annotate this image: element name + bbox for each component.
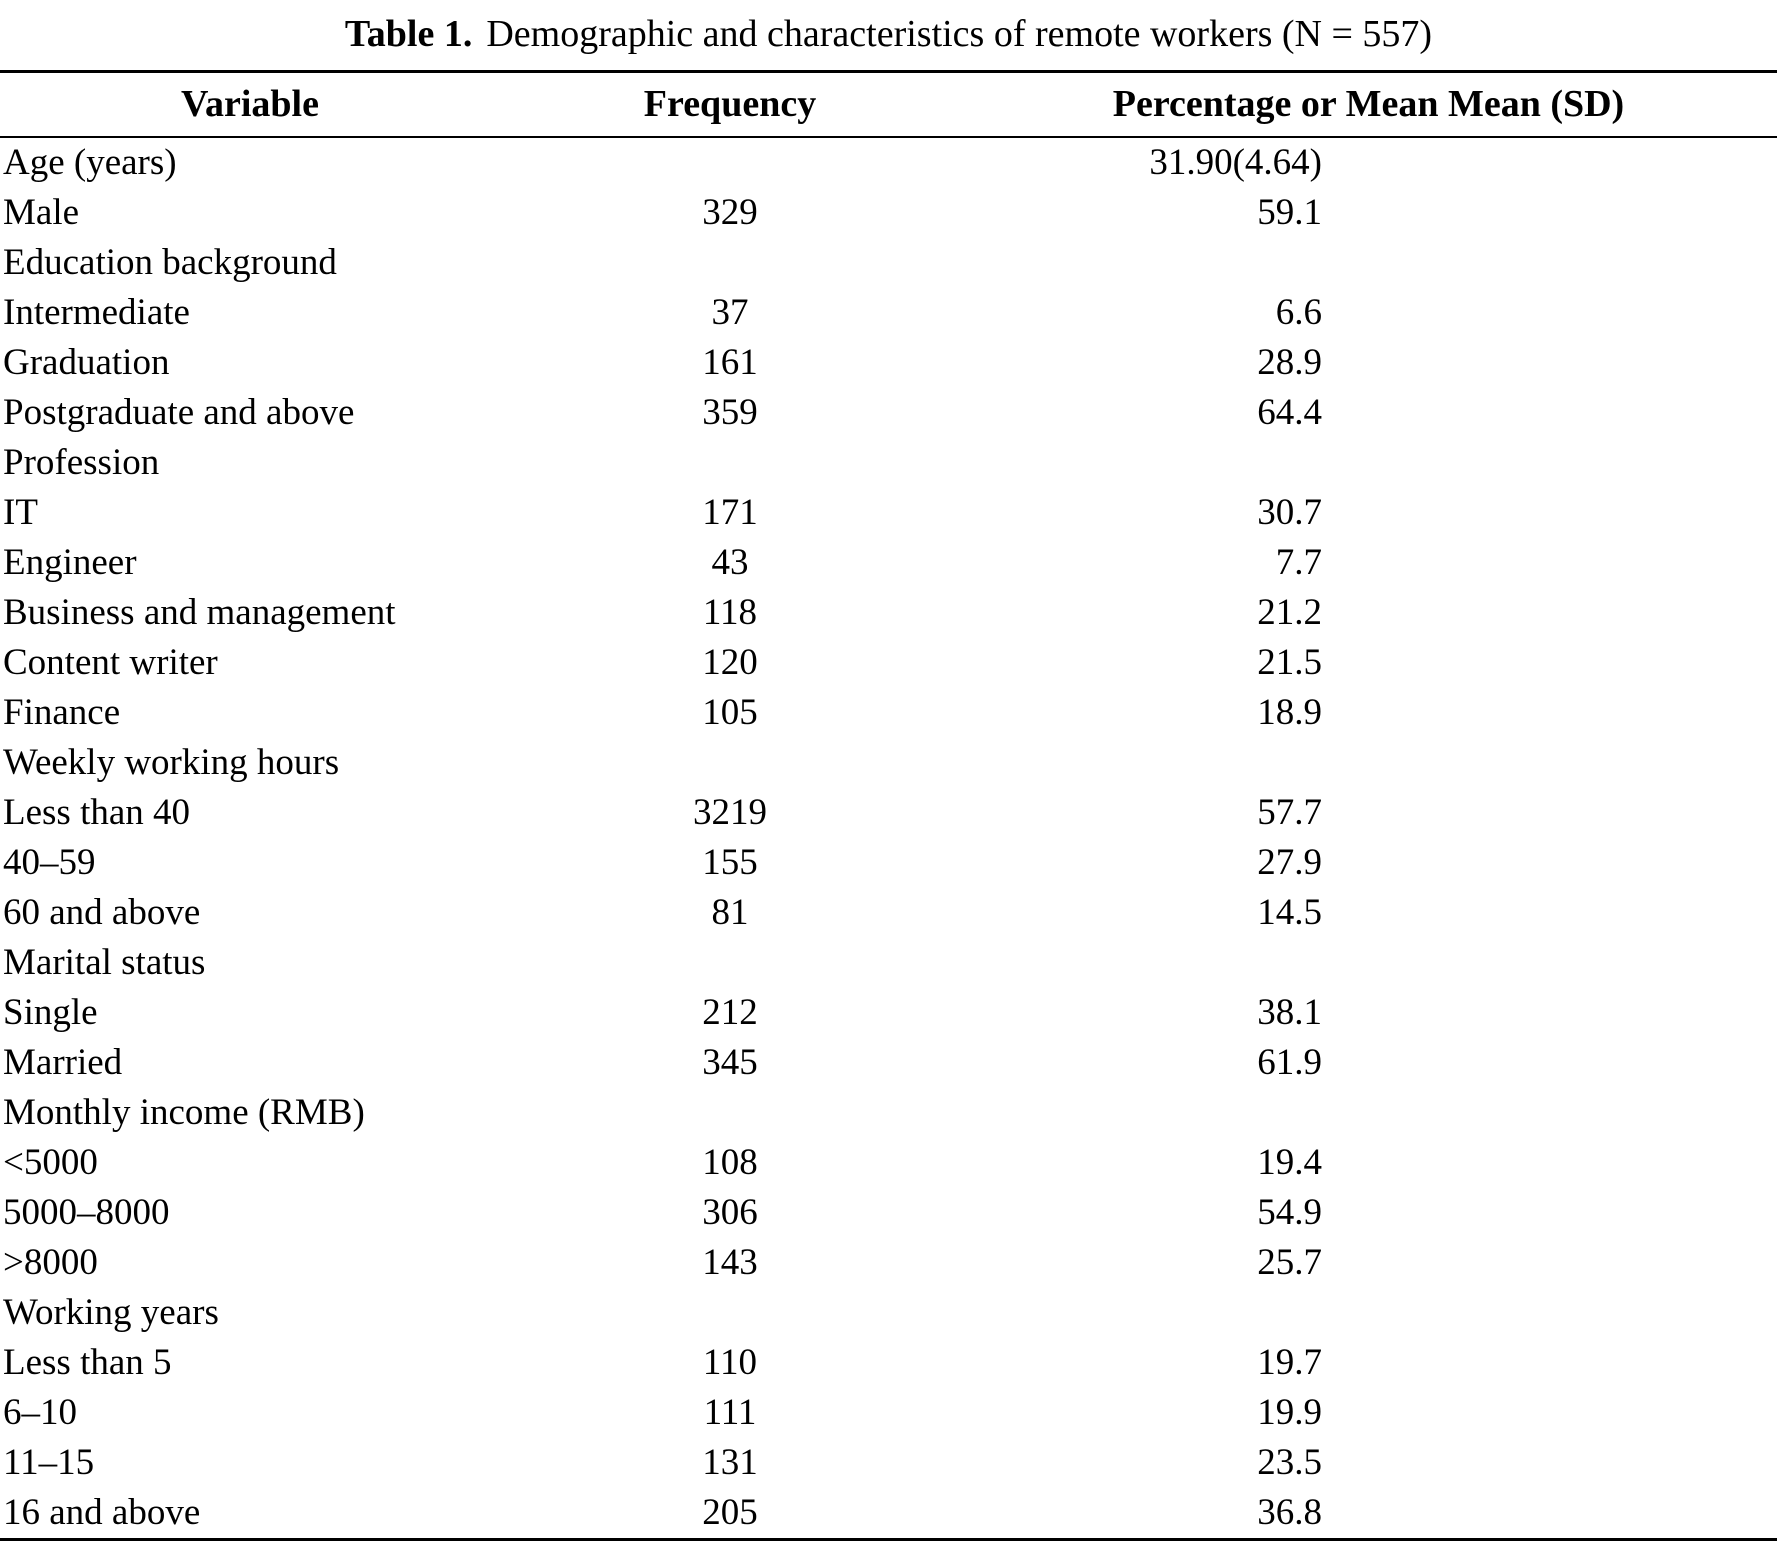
table-row [0, 1188, 1777, 1238]
table-row [0, 938, 1777, 988]
frequency-cell: 212 [702, 992, 758, 1033]
frequency-cell: 205 [702, 1492, 758, 1533]
frequency-cell: 131 [702, 1442, 758, 1483]
percentage-cell: 31.90(4.64) [1149, 142, 1322, 183]
table-row [0, 1138, 1777, 1188]
frequency-cell: 171 [702, 492, 758, 533]
table-row [0, 1038, 1777, 1088]
variable-cell: IT [3, 492, 38, 533]
variable-cell: Weekly working hours [3, 742, 340, 783]
frequency-cell: 161 [702, 342, 758, 383]
frequency-cell: 306 [702, 1192, 758, 1233]
variable-cell: Monthly income (RMB) [3, 1092, 365, 1133]
percentage-cell: 18.9 [1257, 692, 1322, 733]
variable-cell: Age (years) [3, 142, 177, 183]
variable-cell: Engineer [3, 542, 137, 583]
header-variable: Variable [181, 83, 319, 125]
variable-cell: 16 and above [3, 1492, 201, 1533]
variable-cell: Marital status [3, 942, 206, 983]
frequency-cell: 111 [703, 1392, 757, 1433]
variable-cell: 11–15 [3, 1442, 95, 1483]
percentage-cell: 19.9 [1257, 1392, 1322, 1433]
percentage-cell: 57.7 [1257, 792, 1322, 833]
table-row [0, 1238, 1777, 1288]
percentage-cell: 14.5 [1257, 892, 1322, 933]
table-row [0, 438, 1777, 488]
percentage-cell: 7.7 [1275, 542, 1322, 583]
table-row [0, 1438, 1777, 1488]
table-caption-text: Demographic and characteristics of remote workers (N = 557) [486, 13, 1433, 55]
frequency-cell: 37 [711, 292, 749, 333]
table-bottom-rule [0, 1538, 1777, 1541]
percentage-cell: 21.2 [1257, 592, 1322, 633]
table-row [0, 638, 1777, 688]
table-body [0, 138, 1777, 1538]
table-row [0, 188, 1777, 238]
table-row [0, 238, 1777, 288]
variable-cell: Finance [3, 692, 121, 733]
frequency-cell: 43 [711, 542, 749, 583]
frequency-cell: 3219 [693, 792, 767, 833]
table-row [0, 788, 1777, 838]
variable-cell: Working years [3, 1292, 219, 1333]
variable-cell: Intermediate [3, 292, 190, 333]
variable-cell: Content writer [3, 642, 218, 683]
percentage-cell: 25.7 [1257, 1242, 1322, 1283]
frequency-cell: 105 [702, 692, 758, 733]
variable-cell: >8000 [3, 1242, 98, 1283]
frequency-cell: 155 [702, 842, 758, 883]
frequency-cell: 345 [702, 1042, 758, 1083]
table-row [0, 1088, 1777, 1138]
variable-cell: Graduation [3, 342, 170, 383]
table-row [0, 488, 1777, 538]
table-row [0, 738, 1777, 788]
table-caption [0, 6, 1777, 70]
table-row [0, 1488, 1777, 1538]
variable-cell: Profession [3, 442, 160, 483]
table-row [0, 1338, 1777, 1388]
percentage-cell: 54.9 [1257, 1192, 1322, 1233]
frequency-cell: 110 [702, 1342, 758, 1383]
variable-cell: Business and management [3, 592, 396, 633]
frequency-cell: 120 [702, 642, 758, 683]
variable-cell: <5000 [3, 1142, 98, 1183]
variable-cell: Less than 40 [3, 792, 191, 833]
percentage-cell: 19.7 [1257, 1342, 1322, 1383]
percentage-cell: 23.5 [1257, 1442, 1322, 1483]
percentage-cell: 61.9 [1257, 1042, 1322, 1083]
table-row [0, 588, 1777, 638]
header-percentage: Percentage or Mean Mean (SD) [1112, 83, 1625, 125]
percentage-cell: 64.4 [1257, 392, 1322, 433]
table-row [0, 138, 1777, 188]
percentage-cell: 6.6 [1275, 292, 1322, 333]
percentage-cell: 30.7 [1257, 492, 1322, 533]
table-row [0, 888, 1777, 938]
percentage-cell: 28.9 [1257, 342, 1322, 383]
percentage-cell: 21.5 [1257, 642, 1322, 683]
frequency-cell: 359 [702, 392, 758, 433]
variable-cell: Male [3, 192, 80, 233]
variable-cell: Less than 5 [3, 1342, 172, 1383]
variable-cell: Married [3, 1042, 123, 1083]
table-row [0, 338, 1777, 388]
percentage-cell: 27.9 [1257, 842, 1322, 883]
percentage-cell: 38.1 [1257, 992, 1322, 1033]
variable-cell: 40–59 [3, 842, 96, 883]
percentage-cell: 19.4 [1257, 1142, 1322, 1183]
header-frequency: Frequency [643, 83, 817, 125]
table-row [0, 688, 1777, 738]
table-header-row [0, 73, 1777, 136]
variable-cell: Postgraduate and above [3, 392, 355, 433]
variable-cell: 60 and above [3, 892, 201, 933]
table-row [0, 988, 1777, 1038]
frequency-cell: 329 [702, 192, 758, 233]
variable-cell: 5000–8000 [3, 1192, 170, 1233]
variable-cell: Education background [3, 242, 337, 283]
frequency-cell: 118 [702, 592, 758, 633]
frequency-cell: 143 [702, 1242, 758, 1283]
percentage-cell: 59.1 [1257, 192, 1322, 233]
table-row [0, 288, 1777, 338]
frequency-cell: 81 [711, 892, 749, 933]
table-caption-label: Table 1. [344, 13, 473, 55]
percentage-cell: 36.8 [1257, 1492, 1322, 1533]
table-row [0, 1288, 1777, 1338]
table-row [0, 538, 1777, 588]
table-row [0, 388, 1777, 438]
table-row [0, 838, 1777, 888]
variable-cell: 6–10 [3, 1392, 77, 1433]
variable-cell: Single [3, 992, 98, 1033]
table-row [0, 1388, 1777, 1438]
frequency-cell: 108 [702, 1142, 758, 1183]
